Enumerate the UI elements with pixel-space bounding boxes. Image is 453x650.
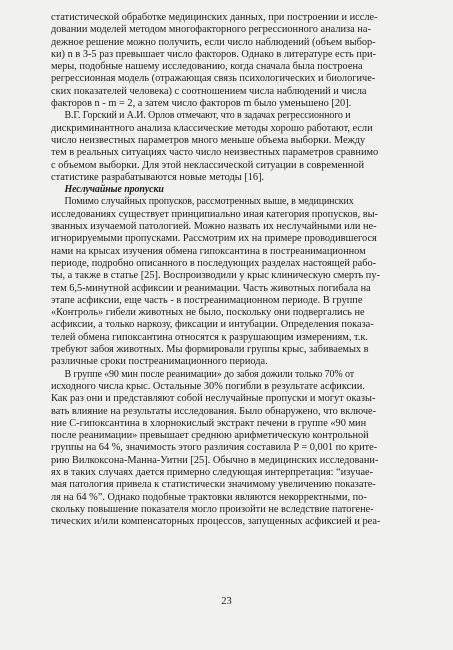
text-line: Неслучайные пропуски bbox=[64, 184, 164, 196]
text-line: игнорируемыми пропусками. Рассмотрим их на примере проводившегося bbox=[51, 233, 377, 245]
paragraph bbox=[51, 196, 417, 368]
text-line: периоде, подробно описанного в последующих разделах настоящей рабо- bbox=[51, 257, 377, 269]
page-number: 23 bbox=[221, 596, 232, 607]
text-line: дискриминантного анализа классические методы хорошо работают, если bbox=[51, 122, 373, 134]
text-line: этапе асфиксии, еще часть - в постреанимационном периоде. В группе bbox=[51, 294, 363, 306]
page-body bbox=[51, 12, 417, 528]
text-line: тических и/или компенсаторных процессов, запущенных асфиксией и реа- bbox=[51, 516, 381, 528]
paragraph bbox=[51, 110, 417, 184]
text-line: ля на 64 %”. Однако подобные трактовки являются некорректными, по- bbox=[51, 491, 367, 503]
text-line: тем 6,5-минутной асфиксии и реанимации. Часть животных погибала на bbox=[51, 282, 371, 294]
text-line: регрессионная модель (отражающая связь психологических и биологиче- bbox=[51, 73, 376, 85]
text-line: дежное решение можно получить, если число наблюдений (объем выбор- bbox=[51, 36, 376, 48]
text-line: довании моделей методом многофакторного регрессионного анализа на- bbox=[51, 24, 371, 36]
text-line: тем в реальных ситуациях часто число неизвестных параметров сравнимо bbox=[51, 147, 379, 159]
text-line: требуют забоя животных. Мы формировали группы крыс, забиваемых в bbox=[51, 344, 369, 356]
text-line: статистической обработке медицинских данных, при построении и иссле- bbox=[51, 12, 378, 23]
text-line: В группе «90 мин после реанимации» до забоя дожили только 70% от bbox=[64, 368, 354, 380]
text-line: число неизвестных параметров много меньше объема выборки. Между bbox=[51, 134, 366, 146]
text-line: ских показателей человека) с соотношением числа наблюдений и числа bbox=[51, 85, 367, 97]
text-line: группы на 64 %, значимость этого различия составила P = 0,001 по крите- bbox=[51, 442, 378, 454]
text-line: нами на крысах изучения обмена гипоксантина в постреанимационном bbox=[51, 245, 366, 257]
text-line: ты, а также в статье [25]. Воспроизводили у крыс клиническую смерть пу- bbox=[51, 270, 380, 282]
text-line: рию Вилкоксона-Манна-Уитни [25]. Обычно в медицинских исследовани- bbox=[51, 454, 379, 466]
paragraph bbox=[51, 12, 417, 110]
text-line: телей обмена гипоксантина относятся к разрушающим измерениям, т.к. bbox=[51, 331, 368, 343]
text-line: мая патология привела к статистически значимому увеличению показате- bbox=[51, 479, 376, 491]
text-line: В.Г. Горский и А.И. Орлов отмечают, что в задачах регрессионного и bbox=[64, 110, 351, 122]
text-line: вать влияние на результаты исследования. Было обнаружено, что включе- bbox=[51, 405, 377, 417]
text-line: Помимо случайных пропусков, рассмотренных выше, в медицинских bbox=[64, 196, 354, 208]
text-line: «Контроль» гибели животных не было, поскольку они подвергались не bbox=[51, 307, 365, 319]
text-line: исследованиях существует принципиально иная категория пропусков, вы- bbox=[51, 208, 378, 220]
section-heading bbox=[51, 184, 417, 196]
text-line: факторов n - m = 2, а затем число факторов m было уменьшено [20]. bbox=[51, 98, 352, 110]
paragraph bbox=[51, 369, 417, 529]
text-line: с объемом выборки. Для этой неклассической ситуации в современной bbox=[51, 159, 364, 171]
text-line: меры, подобные нашему исследованию, когда сначала была построена bbox=[51, 61, 363, 73]
text-line: после реанимации» превышает среднюю арифметическую контрольной bbox=[51, 430, 369, 442]
text-line: ки) n в 3-5 раз превышает число факторов. Однако в литературе есть при- bbox=[51, 48, 377, 60]
text-line: скольку повышение показателя могло произойти не вследствие патогене- bbox=[51, 503, 374, 515]
text-line: Как раз они и представляют собой неслучайные пропуски и могут оказы- bbox=[51, 393, 376, 405]
text-line: статистике разрабатываются новые методы [16]. bbox=[51, 171, 265, 183]
text-line: званных изучаемой патологией. Можно назвать их неслучайными или не- bbox=[51, 221, 377, 233]
text-line: ях в таких случаях дается примерно следующая интерпретация: “изучае- bbox=[51, 466, 374, 478]
text-line: различные сроки постреанимационного периода. bbox=[51, 356, 268, 368]
text-line: исходного числа крыс. Остальные 30% погибли в результате асфиксии. bbox=[51, 380, 365, 392]
text-line: асфиксии, а только наркозу, фиксации и интубации. Определения показа- bbox=[51, 319, 374, 331]
text-line: ние С-гипоксантина в хлорнокислый экстракт печени в группе «90 мин bbox=[51, 417, 367, 429]
